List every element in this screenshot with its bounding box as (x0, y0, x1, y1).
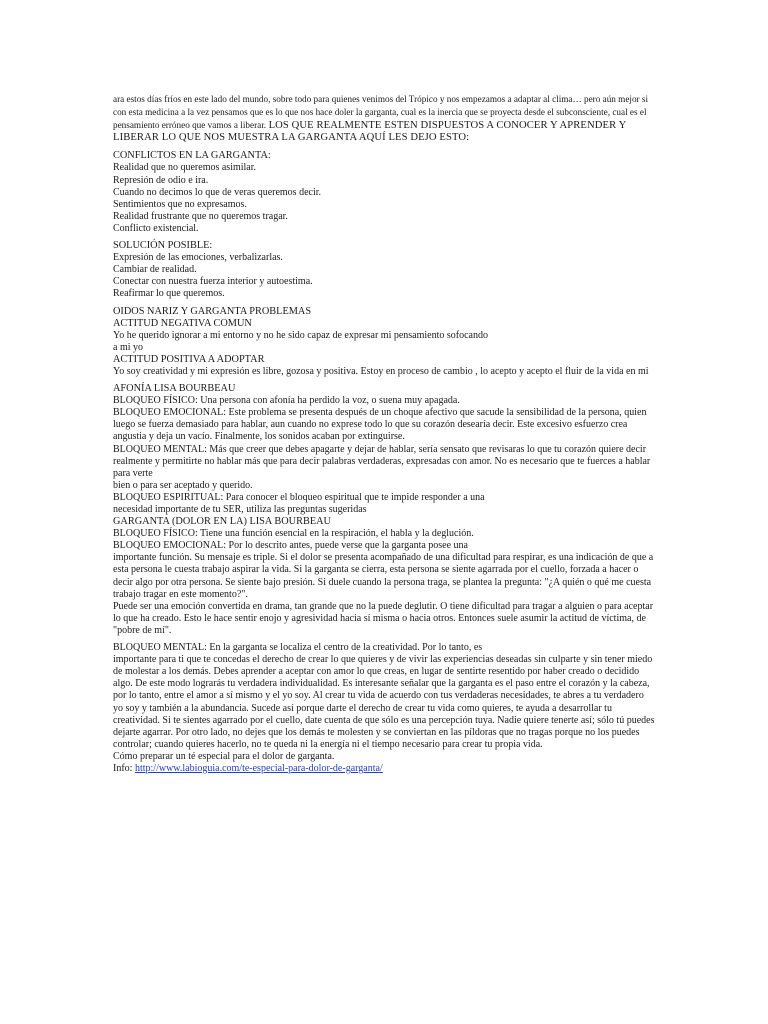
intro-paragraph (113, 93, 655, 144)
afonia-spiritual-block-cont: necesidad importante de tu SER, utiliza las preguntas sugeridas (113, 504, 367, 515)
afonia-mental-block: BLOQUEO MENTAL: Más que creer que debes apagarte y dejar de hablar, sería sensato que revisaras lo que tu corazón quiere decir realmente y permitirte no hablar más que para decir palabras verdaderas, expresadas con amor. No es necesario que te fuerces a hablar para verte (113, 443, 651, 479)
solution-item: Conectar con nuestra fuerza interior y autoestima. (113, 276, 313, 288)
garganta-mental-block-cont: importante para ti que te concedas el derecho de crear lo que quieres y de vivir las experiencias deseadas sin culparte y sin tener miedo de molestar a los demás. Debes aprender a aceptar con amor lo que creas, en lugar de sentirte resentido por haber creado o decidido algo. De este modo lograrás tu verdadera individualidad. Es interesante señalar que la garganta es el paso entre el corazón y la cabeza, por lo tanto, entre el amor a sí mismo y el yo soy. Al crear tu vida de acuerdo con tus verdaderas necesidades, te abres a tu verdadero yo soy y también a la abundancia. Sucede así porque darte el derecho de crear tu vida como quieres, te ayuda a desarrollar tu creatividad. Si te sientes agarrado por el cuello, date cuenta de que sólo es una percepción tuya. Nadie quiere tenerte así; sólo tú puedes dejarte agarrar. Por otro lado, no dejes que los demás te molesten y se conviertan en las píldoras que no tragas porque no los puedes controlar; cuando quieres hacerlo, no te queda ni la energía ni el tiempo necesario para crear tu propia vida. (113, 654, 655, 750)
conflict-item: Represión de odio e ira. (113, 174, 209, 186)
positive-attitude-text: Yo soy creatividad y mi expresión es libre, gozosa y positiva. Estoy en proceso de cambio , lo acepto y acepto el fluir de la vida en mi (113, 365, 649, 377)
intro-caps-text: LOS QUE REALMENTE ESTEN DISPUESTOS A CONOCER Y APRENDER Y LIBERAR LO QUE NOS MUESTRA LA GARGANTA AQUÍ LES DEJO ESTO: (113, 120, 626, 144)
afonia-spiritual-block: BLOQUEO ESPIRITUAL: Para conocer el bloqueo espiritual que te impide responder a una (113, 491, 485, 503)
tea-recipe-line: Cómo preparar un té especial para el dolor de garganta. (113, 750, 335, 762)
intro-text: ara estos días fríos en este lado del mundo, sobre todo para quienes venimos del Trópico y nos empezamos a adaptar al clima… pero aún mejor si con esta medicina a la vez pensamos que es lo que nos hace doler la garganta, cual es la inercia que se proyecta desde el subconsciente, cual es el pensamiento erróneo que vamos a liberar. (113, 94, 649, 131)
info-label: Info: (113, 762, 135, 774)
negative-attitude-text-cont: a mi yo (113, 341, 143, 353)
garganta-emotional-block: BLOQUEO EMOCIONAL: Por lo descrito antes, puede verse que la garganta posee una (113, 540, 468, 552)
document-page (113, 93, 655, 775)
conflict-item: Conflicto existencial. (113, 222, 199, 234)
afonia-mental-block-cont: bien o para ser aceptado y querido. (113, 479, 253, 491)
conflict-item: Realidad que no queremos asimilar. (113, 162, 257, 174)
info-line (113, 763, 655, 775)
conflicts-heading: CONFLICTOS EN LA GARGANTA: (113, 150, 271, 162)
afonia-heading: AFONÍA LISA BOURBEAU (113, 383, 236, 395)
garganta-emotional-block-cont: importante función. Su mensaje es triple. Si el dolor se presenta acompañado de una dificultad para respirar, es una indicación de que a esta persona le cuesta trabajo aspirar la vida. Si la garganta se cierra, esta persona se siente agarrada por el cuello, forzada a hacer o decir algo por otra persona. Se siente bajo presión. Si duele cuando la persona traga, se plantea la pregunta: "¿A quién o qué me cuesta trabajo tragar en este momento?". (113, 552, 654, 600)
afonia-emotional-block: BLOQUEO EMOCIONAL: Este problema se presenta después de un choque afectivo que sacude la sensibilidad de la persona, quien luego se fuerza demasiado para hablar, aun cuando no exprese todo lo que su corazón desearía decir. Este excesivo esfuerzo crea angustia y deja un vacío. Finalmente, los sonidos acaban por extinguirse. (113, 407, 647, 443)
ong-heading: OIDOS NARIZ Y GARGANTA PROBLEMAS (113, 305, 312, 317)
garganta-emotional-block-end: Puede ser una emoción convertida en drama, tan grande que no la puede deglutir. O tiene dificultad para tragar a alguien o para aceptar lo que ha creado. Esto le hace sentir enojo y agresividad hacia sí misma o hacia otros. Entonces suele asumir la actitud de víctima, de "pobre de mí". (113, 600, 654, 636)
solution-heading: SOLUCIÓN POSIBLE: (113, 240, 213, 252)
garganta-heading: GARGANTA (DOLOR EN LA) LISA BOURBEAU (113, 516, 331, 528)
negative-attitude-heading: ACTITUD NEGATIVA COMUN (113, 317, 252, 329)
afonia-physical-block: BLOQUEO FÍSICO: Una persona con afonía ha perdido la voz, o suena muy apagada. (113, 395, 460, 407)
conflict-item: Realidad frustrante que no queremos tragar. (113, 210, 288, 222)
solution-item: Reafirmar lo que queremos. (113, 288, 225, 300)
garganta-physical-block: BLOQUEO FÍSICO: Tiene una función esencial en la respiración, el habla y la deglución. (113, 528, 474, 540)
solution-item: Cambiar de realidad. (113, 264, 197, 276)
garganta-mental-block: BLOQUEO MENTAL: En la garganta se localiza el centro de la creatividad. Por lo tanto, es (113, 642, 483, 654)
conflict-item: Sentimientos que no expresamos. (113, 198, 247, 210)
negative-attitude-text: Yo he querido ignorar a mi entorno y no he sido capaz de expresar mi pensamiento sofocando (113, 329, 488, 341)
solution-item: Expresión de las emociones, verbalizarlas. (113, 252, 283, 264)
positive-attitude-heading: ACTITUD POSITIVA A ADOPTAR (113, 353, 265, 365)
info-link[interactable]: http://www.labioguia.com/te-especial-para-dolor-de-garganta/ (134, 762, 383, 774)
conflict-item: Cuando no decimos lo que de veras queremos decir. (113, 186, 321, 198)
